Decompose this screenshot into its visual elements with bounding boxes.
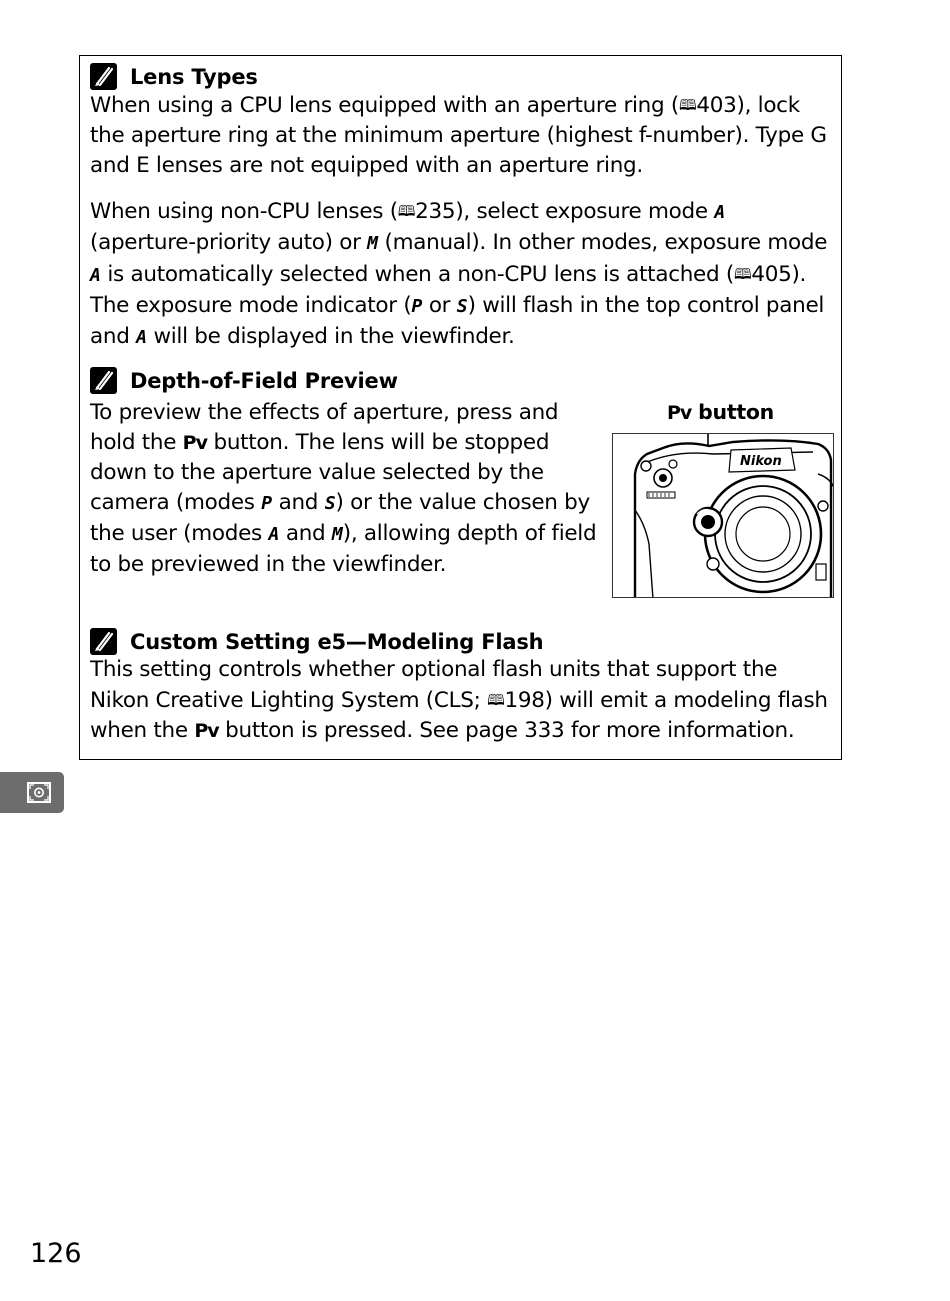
lens-types-title: Lens Types (130, 65, 258, 89)
text-run: and (272, 490, 325, 515)
page-number: 126 (30, 1238, 82, 1269)
mode-m-glyph: M (367, 233, 378, 254)
lens-types-heading (90, 60, 829, 90)
dof-preview-title: Depth-of-Field Preview (130, 369, 398, 393)
notes-box (79, 55, 842, 760)
dof-preview-section (90, 364, 829, 614)
book-reference-icon: 🕮 (487, 691, 505, 709)
page-ref: 403 (696, 93, 737, 118)
text-run: button. The lens will be stopped down to the aperture value selected by the camera (modes (90, 430, 550, 515)
text-run: ), allowing depth of field to be previewed in the viewfinder. (90, 521, 597, 577)
chapter-tab (0, 772, 64, 813)
page-ref: 405 (751, 262, 792, 287)
pv-button-label: Pv (182, 432, 207, 454)
text-run: will be displayed in the viewfinder. (146, 324, 515, 349)
brand-label: Nikon (740, 454, 782, 469)
mode-s-glyph: S (324, 493, 336, 514)
lens-types-paragraph-1 (90, 90, 829, 181)
button-label: button (691, 400, 774, 424)
pencil-note-icon (90, 367, 117, 394)
custom-setting-paragraph (90, 655, 829, 746)
text-run: is automatically selected when a non-CPU lens is attached ( (100, 262, 734, 287)
mode-a-glyph: A (268, 524, 280, 545)
custom-setting-section (90, 625, 829, 746)
mode-s-glyph: S (456, 296, 468, 317)
pv-button-label: Pv (194, 720, 219, 742)
mode-a-glyph: A (136, 327, 147, 348)
page-ref: 198 (504, 688, 545, 713)
lens-types-paragraph-2 (90, 196, 829, 353)
camera-front-icon (613, 434, 834, 598)
book-reference-icon: 🕮 (733, 265, 752, 283)
pencil-note-icon (90, 628, 117, 655)
mode-p-glyph: P (261, 493, 273, 514)
page-ref: 235 (415, 199, 456, 224)
pencil-note-icon (90, 63, 117, 90)
text-run: or (422, 293, 457, 318)
text-run: ). The exposure mode indicator ( (90, 262, 807, 318)
text-run: To preview the effects of aperture, press and hold the (90, 400, 559, 455)
dof-preview-paragraph (90, 398, 598, 580)
exposure-metering-icon (27, 782, 51, 803)
text-run: When using non-CPU lenses ( (90, 199, 398, 224)
text-run: ) or the value chosen by the user (modes (90, 490, 590, 546)
mode-p-glyph: P (411, 296, 423, 317)
pv-label: Pv (667, 402, 692, 424)
custom-setting-title: Custom Setting e5—Modeling Flash (130, 630, 544, 654)
book-reference-icon: 🕮 (678, 96, 697, 114)
text-run: (aperture-priority auto) or (90, 230, 368, 255)
text-run: ) will flash in the top control panel and (90, 293, 825, 349)
text-run: and (279, 521, 332, 546)
custom-setting-heading (90, 625, 829, 655)
mode-a-glyph: A (90, 265, 101, 286)
pv-button-figure (612, 400, 834, 598)
text-run: When using a CPU lens equipped with an aperture ring ( (90, 93, 679, 118)
mode-a-glyph: A (714, 202, 726, 223)
text-run: (manual). In other modes, exposure mode (377, 230, 828, 255)
camera-illustration (612, 433, 834, 598)
text-run: button is pressed. See page 333 for more information. (218, 718, 795, 743)
mode-m-glyph: M (331, 524, 343, 545)
dof-preview-heading (90, 364, 829, 394)
text-run: ), select exposure mode (455, 199, 715, 224)
text-run: ), lock the aperture ring at the minimum aperture (highest f-number). Type G and E lenses are not equipped with an aperture ring. (90, 93, 827, 178)
lens-types-section (90, 60, 829, 353)
figure-callout-label (667, 400, 774, 424)
text-run: ) will emit a modeling flash when the (90, 688, 828, 743)
text-run: This setting controls whether optional flash units that support the Nikon Creative Lighting System (CLS; (90, 657, 778, 713)
book-reference-icon: 🕮 (397, 202, 416, 220)
